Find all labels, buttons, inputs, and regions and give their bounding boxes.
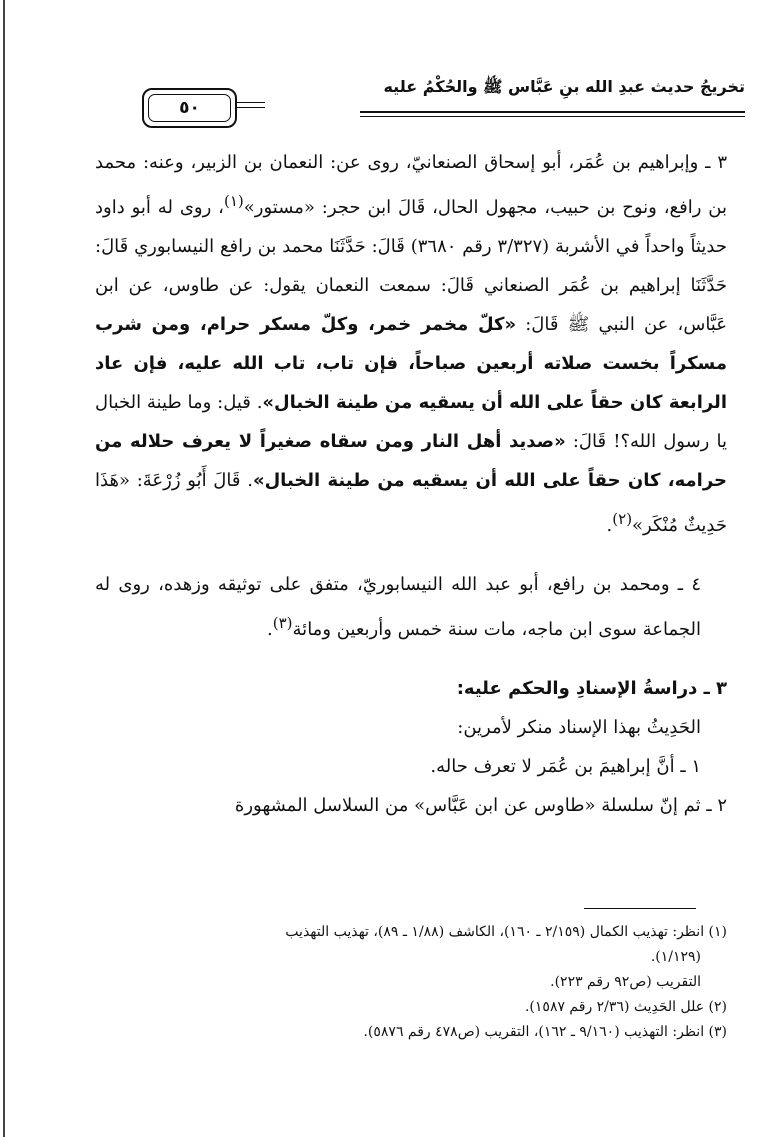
footnotes (95, 920, 727, 1045)
header-title: تخريجُ حديث عبدِ الله بنِ عَبَّاس ﷺ والحُكْمُ عليه (383, 77, 745, 96)
text-span: . قيل: وما طينة الخبال يا رسول الله؟! قَالَ: (95, 392, 728, 452)
page-edge-line (3, 0, 5, 1137)
text-span: ٤ ـ ومحمد بن رافع، أبو عبد الله النيسابوريّ، متفق على توثيقه وزهده، روى له الجماعة سوى ابن ماجه، مات سنة خمس وأربعين ومائة (95, 574, 701, 640)
hadith-text-bold-2: «صديد أهل النار ومن سقاه صغيراً لا يعرف حلاله من حرامه، كان حقاً على الله أن يسقيه من طينة الخبال» (95, 431, 727, 491)
running-header (85, 70, 745, 130)
footnote-ref-2[interactable]: (٢) (612, 510, 633, 528)
text-line: الحَدِيثُ بهذا الإسناد منكر لأمرين: (457, 717, 701, 738)
text-span: . (267, 619, 273, 640)
footnote-1-cont: (١/١٢٩). (650, 949, 701, 965)
footnote-1-cont2: التقريب (ص٩٢ رقم ٢٢٣). (550, 974, 701, 990)
text-span: ٣ ـ وإبراهيم بن عُمَر، أبو إسحاق الصنعانيّ، روى عن: النعمان بن الزبير، وعنه: محمد بن رافع، ونوح بن حبيب، مجهول الحال، قَالَ ابن حجر: «مستور» (95, 152, 728, 218)
footnote-ref-1[interactable]: (١) (224, 192, 244, 210)
hadith-text-bold: «كلّ مخمر خمر، وكلّ مسكر حرام، ومن شرب مسكراً بخست صلاته أربعين صباحاً، فإن تاب، تاب الله عليه، فإن عاد الرابعة كان حقاً على الله أن يسقيه من طينة الخبال» (95, 314, 727, 413)
section-heading: ٣ ـ دراسةُ الإسنادِ والحكم عليه: (456, 678, 727, 699)
paragraph-narrator-muhammad (95, 565, 727, 649)
paragraph-narrator-ibrahim (95, 143, 727, 545)
footnote-1: (١) انظر: تهذيب الكمال (٢/١٥٩ ـ ١٦٠)، الكاشف (١/٨٨ ـ ٨٩)، تهذيب التهذيب (285, 924, 727, 940)
header-rule-thin (360, 116, 745, 117)
spacer (95, 649, 727, 669)
footnote-2: (٢) علل الحَدِيث (٢/٣٦ رقم ١٥٨٧). (524, 999, 727, 1015)
footnote-separator (584, 908, 696, 909)
text-span: . (606, 515, 613, 536)
text-span: . قَالَ أَبُو زُرْعَةَ: «هَذَا حَدِيثٌ مُنْكَر» (95, 470, 727, 536)
footnote-ref-3[interactable]: (٣) (272, 614, 293, 632)
header-rule (360, 111, 745, 113)
main-text (95, 143, 727, 825)
footnote-3: (٣) انظر: التهذيب (٩/١٦٠ ـ ١٦٢)، التقريب (ص٤٧٨ رقم ٥٨٧٦). (363, 1024, 727, 1040)
text-span: ، روى له أبو داود حديثاً واحداً في الأشربة (٣/٣٢٧ رقم ٣٦٨٠) قَالَ: حَدَّثَنَا محمد بن رافع النيسابوري قَالَ: حَدَّثَنَا إبراهيم بن عُمَر الصنعاني قَالَ: سمعت النعمان يقول: عن طاوس، عن ابن عَبَّاس، عن النبي ﷺ قَالَ: (95, 197, 727, 335)
page-number-frame (142, 88, 237, 128)
header-connector-lines (237, 102, 265, 112)
page-number: ٥٠ (148, 94, 231, 122)
text-line: ٢ ـ ثم إنّ سلسلة «طاوس عن ابن عَبَّاس» من السلاسل المشهورة (234, 795, 727, 816)
spacer (95, 545, 727, 565)
text-line: ١ ـ أنَّ إبراهيمَ بن عُمَر لا تعرف حاله. (430, 756, 701, 777)
